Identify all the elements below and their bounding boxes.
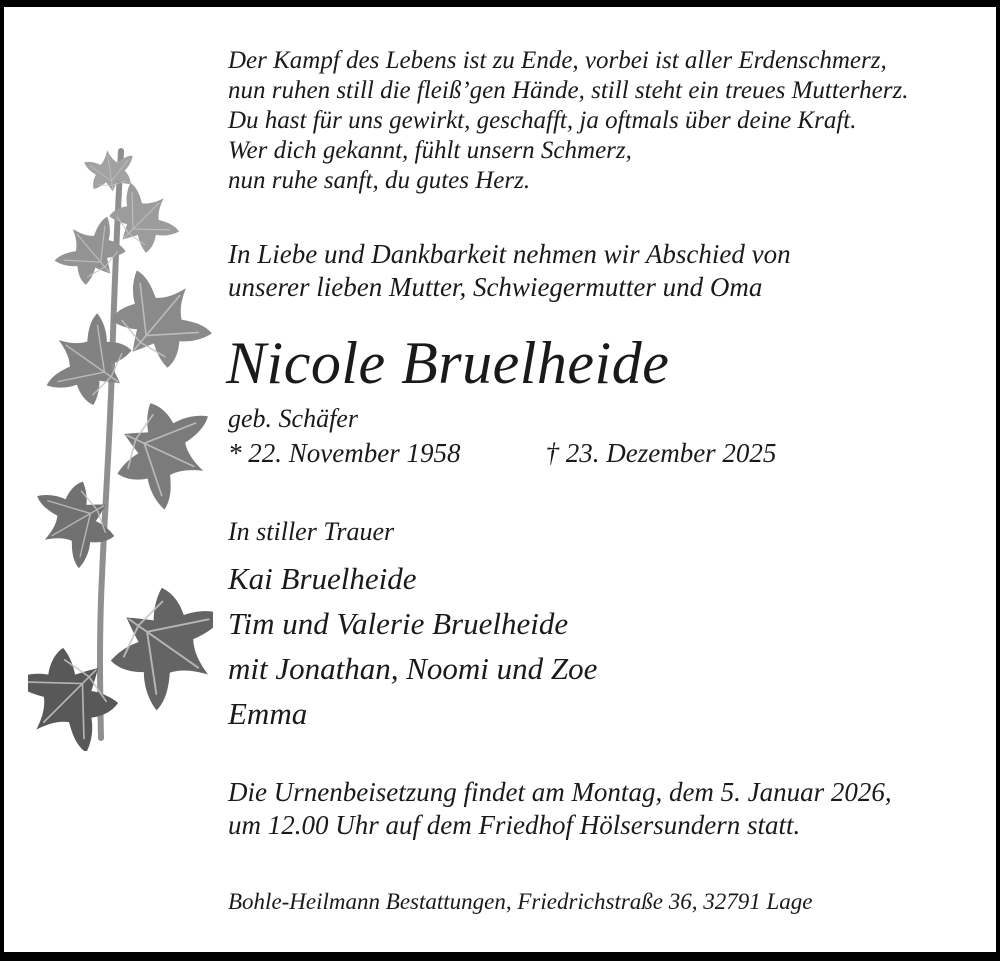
mourners-list (228, 556, 597, 736)
birth-date: * 22. November 1958 (228, 438, 461, 468)
funeral-announcement (228, 776, 892, 842)
farewell-intro (228, 238, 791, 304)
poem-line: nun ruhen still die fleiß’gen Hände, still steht ein treues Mutterherz. (228, 77, 909, 104)
mourner: mit Jonathan, Noomi und Zoe (228, 651, 598, 686)
mourner: Tim und Valerie Bruelheide (228, 606, 569, 641)
intro-line: In Liebe und Dankbarkeit nehmen wir Abschied von (228, 239, 791, 269)
poem-line: Wer dich gekannt, fühlt unsern Schmerz, (228, 137, 632, 164)
funeral-line: Die Urnenbeisetzung findet am Montag, dem 5. Januar 2026, (228, 777, 892, 807)
mourning-label: In stiller Trauer (228, 517, 395, 546)
poem-line: nun ruhe sanft, du gutes Herz. (228, 167, 531, 194)
poem-line: Du hast für uns gewirkt, geschafft, ja oftmals über deine Kraft. (228, 107, 857, 134)
mourner: Emma (228, 696, 308, 731)
mourner: Kai Bruelheide (228, 561, 417, 596)
poem-line: Der Kampf des Lebens ist zu Ende, vorbei ist aller Erdenschmerz, (228, 47, 887, 74)
deceased-name: Nicole Bruelheide (226, 330, 670, 396)
funeral-home-line: Bohle-Heilmann Bestattungen, Friedrichstraße 36, 32791 Lage (228, 889, 813, 914)
memorial-poem (228, 46, 908, 196)
funeral-line: um 12.00 Uhr auf dem Friedhof Hölsersundern statt. (228, 810, 801, 840)
life-dates (228, 437, 776, 469)
maiden-name: geb. Schäfer (228, 404, 358, 433)
death-date: † 23. Dezember 2025 (545, 438, 777, 468)
intro-line: unserer lieben Mutter, Schwiegermutter und Oma (228, 272, 763, 302)
